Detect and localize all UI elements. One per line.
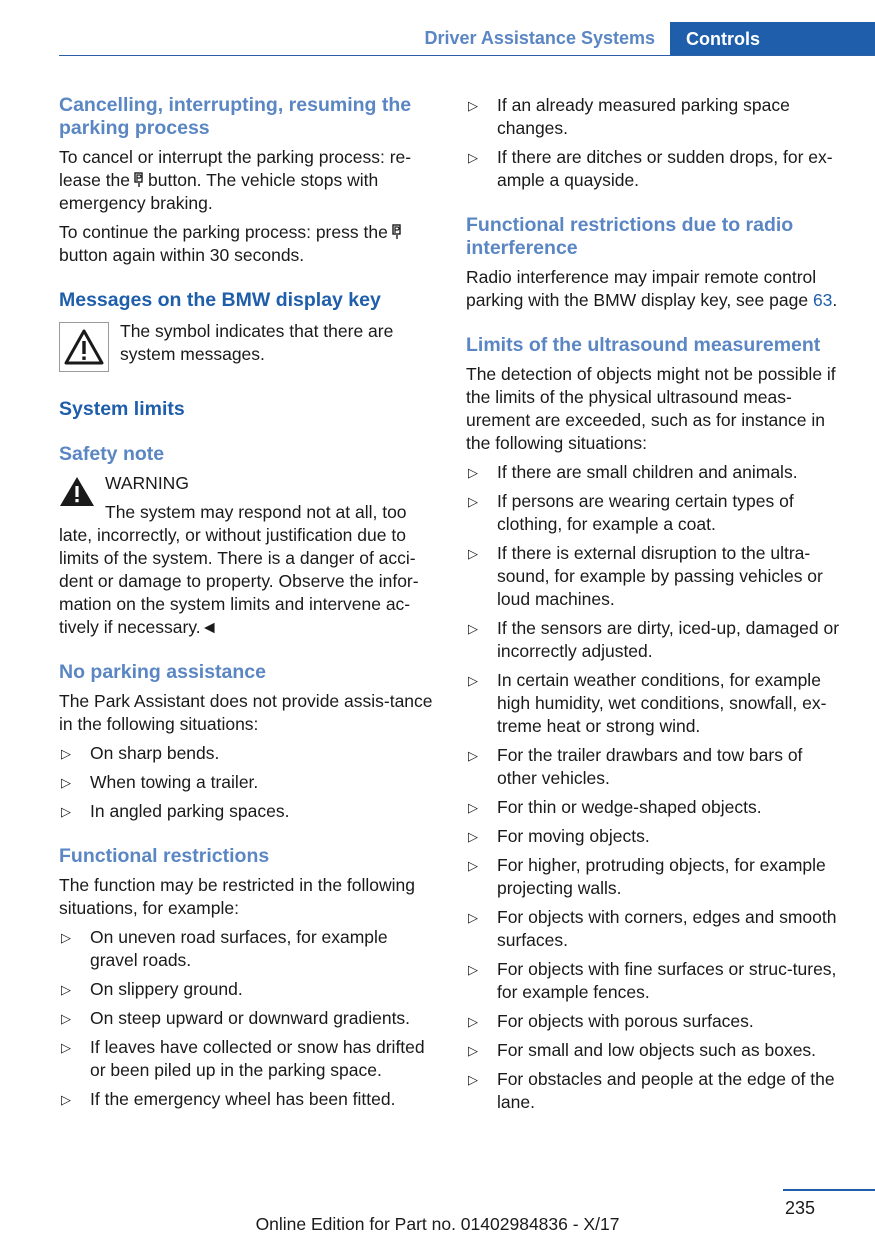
- cancel-heading: Cancelling, interrupting, resuming the parking process: [59, 94, 412, 139]
- bullet-triangle-icon: ▷: [468, 910, 478, 925]
- system-message-icon: [59, 322, 109, 372]
- continued-list: [466, 94, 846, 192]
- no-assist-heading: No parking assistance: [59, 661, 266, 683]
- list-item: ▷ For small and low objects such as boxes.: [468, 1040, 817, 1060]
- safety-note-heading: Safety note: [59, 443, 165, 465]
- messages-heading: Messages on the BMW display key: [59, 289, 381, 311]
- right-column: [466, 94, 846, 1120]
- list-item: ▷ On uneven road surfaces, for example gravel roads.: [61, 927, 388, 970]
- park-assist-button-icon: [392, 224, 402, 240]
- functional-restrictions-heading: Functional restrictions: [59, 845, 270, 867]
- bullet-triangle-icon: ▷: [61, 930, 71, 945]
- edition-footer: Online Edition for Part no. 01402984836 - X/17: [255, 1214, 620, 1234]
- bullet-triangle-icon: ▷: [468, 829, 478, 844]
- bullet-triangle-icon: ▷: [61, 1092, 71, 1107]
- system-limits-heading: System limits: [59, 398, 185, 420]
- ultrasound-limits-list: [466, 461, 846, 1114]
- cancel-paragraph-1: To cancel or interrupt the parking process: re‐lease the button. The vehicle stops with emergency braking.: [59, 147, 412, 213]
- running-header-tab: Controls: [670, 22, 875, 56]
- bullet-triangle-icon: ▷: [468, 800, 478, 815]
- list-item: ▷ On slippery ground.: [61, 979, 243, 999]
- bullet-triangle-icon: ▷: [468, 1014, 478, 1029]
- list-item: ▷ For higher, protruding objects, for example projecting walls.: [468, 855, 826, 898]
- cancel-paragraph-2: To continue the parking process: press thebutton again within 30 seconds.: [59, 221, 437, 267]
- list-item: ▷ For obstacles and people at the edge of the lane.: [468, 1069, 835, 1112]
- list-item: ▷ For the trailer drawbars and tow bars of other vehicles.: [468, 745, 803, 788]
- list-item: ▷ For objects with fine surfaces or struc‐tures, for example fences.: [468, 959, 837, 1002]
- bullet-triangle-icon: ▷: [61, 1040, 71, 1055]
- bullet-triangle-icon: ▷: [468, 748, 478, 763]
- bullet-triangle-icon: ▷: [468, 150, 478, 165]
- bullet-triangle-icon: ▷: [468, 621, 478, 636]
- list-item: ▷ For moving objects.: [468, 826, 650, 846]
- list-item: ▷ If there are small children and animals.: [468, 462, 798, 482]
- page-number: 235: [785, 1198, 816, 1218]
- left-column: [59, 94, 437, 1117]
- bullet-triangle-icon: ▷: [468, 962, 478, 977]
- functional-restrictions-intro: The function may be restricted in the following situations, for example:: [59, 875, 416, 918]
- list-item: ▷ If the emergency wheel has been fitted.: [61, 1089, 396, 1109]
- bullet-triangle-icon: ▷: [61, 746, 71, 761]
- list-item: ▷ If an already measured parking space changes.: [468, 95, 790, 138]
- messages-text: The symbol indicates that there are system messages.: [120, 321, 394, 364]
- bullet-triangle-icon: ▷: [468, 546, 478, 561]
- running-header-section: Driver Assistance Systems: [424, 28, 655, 48]
- list-item: ▷ For objects with porous surfaces.: [468, 1011, 754, 1031]
- warning-triangle-icon: [59, 475, 95, 507]
- bullet-triangle-icon: ▷: [468, 465, 478, 480]
- warning-text: late, incorrectly, or without justification due to limits of the system. There is a danger of acci‐dent or damage to property. Observe the infor‐mation on the system limits and intervene ac‐tively if necessary.◄: [59, 525, 419, 637]
- radio-interference-heading: Functional restrictions due to radio interference: [466, 214, 794, 259]
- bullet-triangle-icon: ▷: [61, 775, 71, 790]
- bullet-triangle-icon: ▷: [61, 982, 71, 997]
- list-item: ▷ If there are ditches or sudden drops, for ex‐ample a quayside.: [468, 147, 833, 190]
- list-item: ▷ If there is external disruption to the ultra‐sound, for example by passing vehicles or loud machines.: [468, 543, 823, 609]
- functional-restrictions-list: [59, 926, 437, 1111]
- page-reference-link[interactable]: 63: [812, 290, 833, 310]
- bullet-triangle-icon: ▷: [468, 858, 478, 873]
- park-assist-button-icon: [134, 172, 144, 188]
- no-assist-intro: The Park Assistant does not provide assis‐tance in the following situations:: [59, 691, 433, 734]
- message-symbol-block: [59, 320, 437, 376]
- list-item: ▷ On steep upward or downward gradients.: [61, 1008, 411, 1028]
- warning-title: WARNING: [105, 473, 189, 493]
- warning-first-line: The system may respond not at all, too: [105, 502, 407, 522]
- ultrasound-limits-heading: Limits of the ultrasound measurement: [466, 334, 821, 356]
- bullet-triangle-icon: ▷: [468, 98, 478, 113]
- list-item: ▷ If persons are wearing certain types of clothing, for example a coat.: [468, 491, 794, 534]
- list-item: ▷ If the sensors are dirty, iced-up, damaged or incorrectly adjusted.: [468, 618, 840, 661]
- bullet-triangle-icon: ▷: [468, 494, 478, 509]
- header-rule: [59, 55, 875, 56]
- list-item: ▷ In certain weather conditions, for example high humidity, wet conditions, snowfall, ex‐treme heat or strong wind.: [468, 670, 827, 736]
- list-item: ▷ For objects with corners, edges and smooth surfaces.: [468, 907, 837, 950]
- list-item: ▷ For thin or wedge-shaped objects.: [468, 797, 762, 817]
- list-item: ▷ On sharp bends.: [61, 743, 220, 763]
- bullet-triangle-icon: ▷: [468, 1043, 478, 1058]
- radio-interference-text: Radio interference may impair remote control parking with the BMW display key, see page 63.: [466, 267, 838, 310]
- list-item: ▷ In angled parking spaces.: [61, 801, 290, 821]
- warning-block: [59, 472, 437, 639]
- bullet-triangle-icon: ▷: [468, 1072, 478, 1087]
- footer-rule: [783, 1189, 875, 1191]
- bullet-triangle-icon: ▷: [61, 804, 71, 819]
- list-item: ▷ When towing a trailer.: [61, 772, 259, 792]
- bullet-triangle-icon: ▷: [61, 1011, 71, 1026]
- no-assist-list: [59, 742, 437, 823]
- list-item: ▷ If leaves have collected or snow has drifted or been piled up in the parking space.: [61, 1037, 425, 1080]
- ultrasound-limits-intro: The detection of objects might not be possible if the limits of the physical ultrasound meas‐urement are exceeded, such as for instance in the following situations:: [466, 364, 836, 453]
- bullet-triangle-icon: ▷: [468, 673, 478, 688]
